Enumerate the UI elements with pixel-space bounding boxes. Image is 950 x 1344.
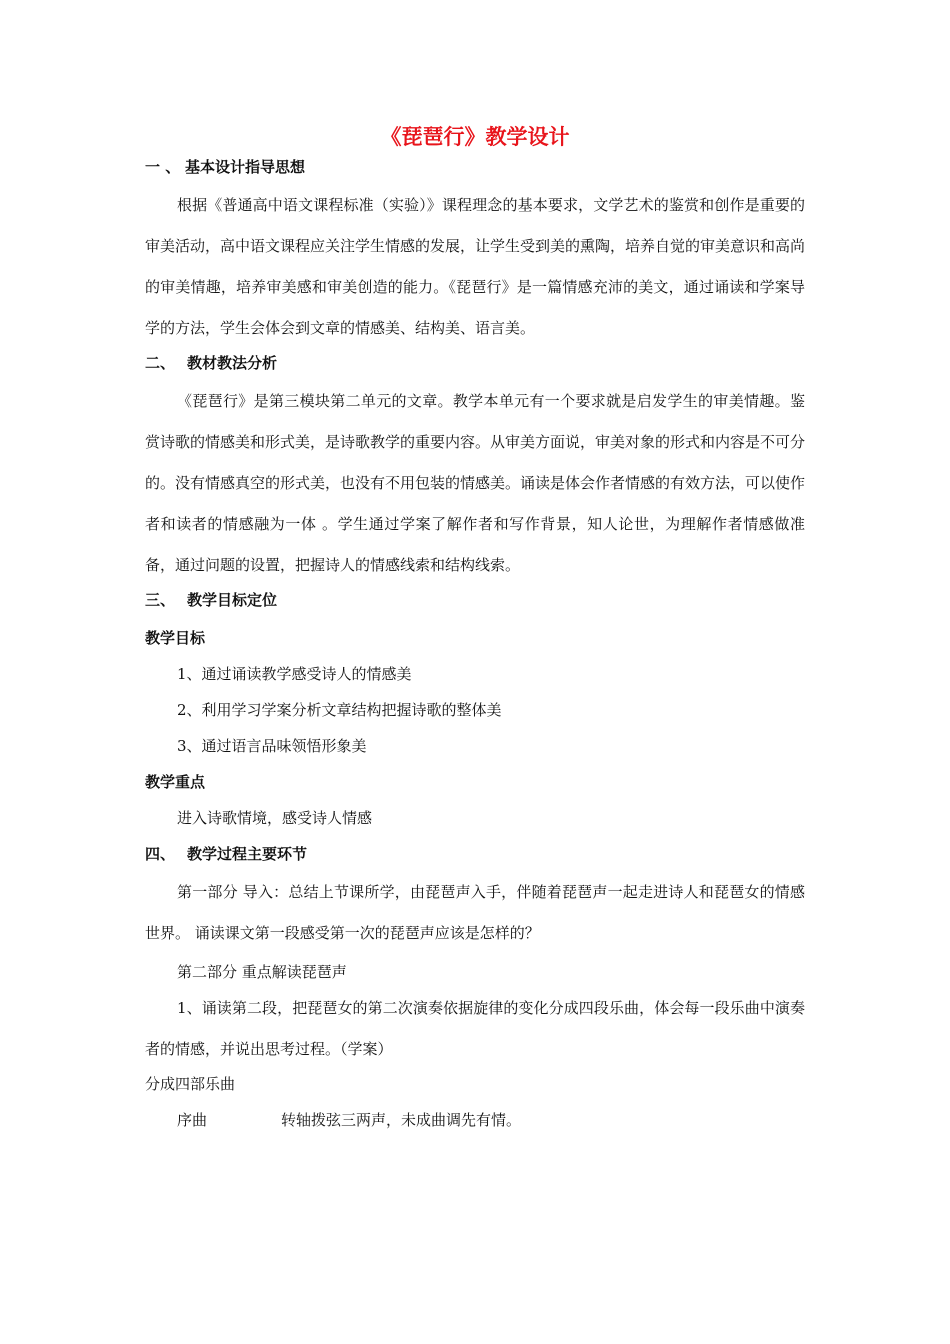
section-2-paragraph: 《琵琶行》是第三模块第二单元的文章。教学本单元有一个要求就是启发学生的审美情趣。鉴赏诗歌的情感美和形式美，是诗歌教学的重要内容。从审美方面说，审美对象的形式和内容是不可分的。没有情感真空的形式美，也没有不用包装的情感美。诵读是体会作者情感的有效方法，可以使作者和读者的情感融为一体 。学生通过学案了解作者和写作背景，知人论世，为理解作者情感做准备，通过问题的设置，把握诗人的情感线索和结构线索。 [145,392,806,574]
document-title: 《琵琶行》教学设计 [380,125,570,149]
section-heading-3 [145,588,805,612]
part-1-paragraph: 第一部分 导入：总结上节课所学，由琵琶声入手，伴随着琵琶声一起走进诗人和琵琶女的情感世界。 诵读课文第一段感受第一次的琵琶声应该是怎样的？ [145,883,805,942]
part-2-heading: 第二部分 重点解读琵琶声 [177,963,347,981]
section-number: 三、 [145,591,176,609]
movement-row [145,1108,805,1132]
task-1-paragraph: 1、诵读第二段，把琵琶女的第二次演奏依据旋律的变化分成四段乐曲，体会每一段乐曲中演奏者的情感，并说出思考过程。（学案） [145,999,805,1058]
goal-item: 1、通过诵读教学感受诗人的情感美 [177,665,412,683]
focus-text: 进入诗歌情境，感受诗人情感 [177,809,373,827]
movement-name: 序曲 [177,1111,208,1129]
section-number: 一 、 [145,158,181,176]
section-heading-text: 教学过程主要环节 [187,845,308,863]
section-heading-text: 基本设计指导思想 [185,158,306,176]
section-heading-text: 教学目标定位 [187,591,278,609]
goal-item: 2、利用学习学案分析文章结构把握诗歌的整体美 [177,701,502,719]
goal-item: 3、通过语言品味领悟形象美 [177,737,367,755]
section-number: 二、 [145,354,176,372]
split-label: 分成四部乐曲 [145,1075,236,1093]
section-heading-4 [145,842,805,866]
section-heading-1 [145,155,805,179]
section-heading-2 [145,351,805,375]
section-heading-text: 教材教法分析 [187,354,278,372]
focus-label: 教学重点 [145,773,206,791]
section-number: 四、 [145,845,176,863]
movement-text: 转轴拨弦三两声，未成曲调先有情。 [281,1111,522,1129]
goals-label: 教学目标 [145,629,206,647]
section-1-paragraph: 根据《普通高中语文课程标准（实验）》课程理念的基本要求，文学艺术的鉴赏和创作是重要的审美活动，高中语文课程应关注学生情感的发展，让学生受到美的熏陶，培养自觉的审美意识和高尚的审美情趣，培养审美感和审美创造的能力。《琵琶行》是一篇情感充沛的美文，通过诵读和学案导学的方法，学生会体会到文章的情感美、结构美、语言美。 [145,196,806,337]
